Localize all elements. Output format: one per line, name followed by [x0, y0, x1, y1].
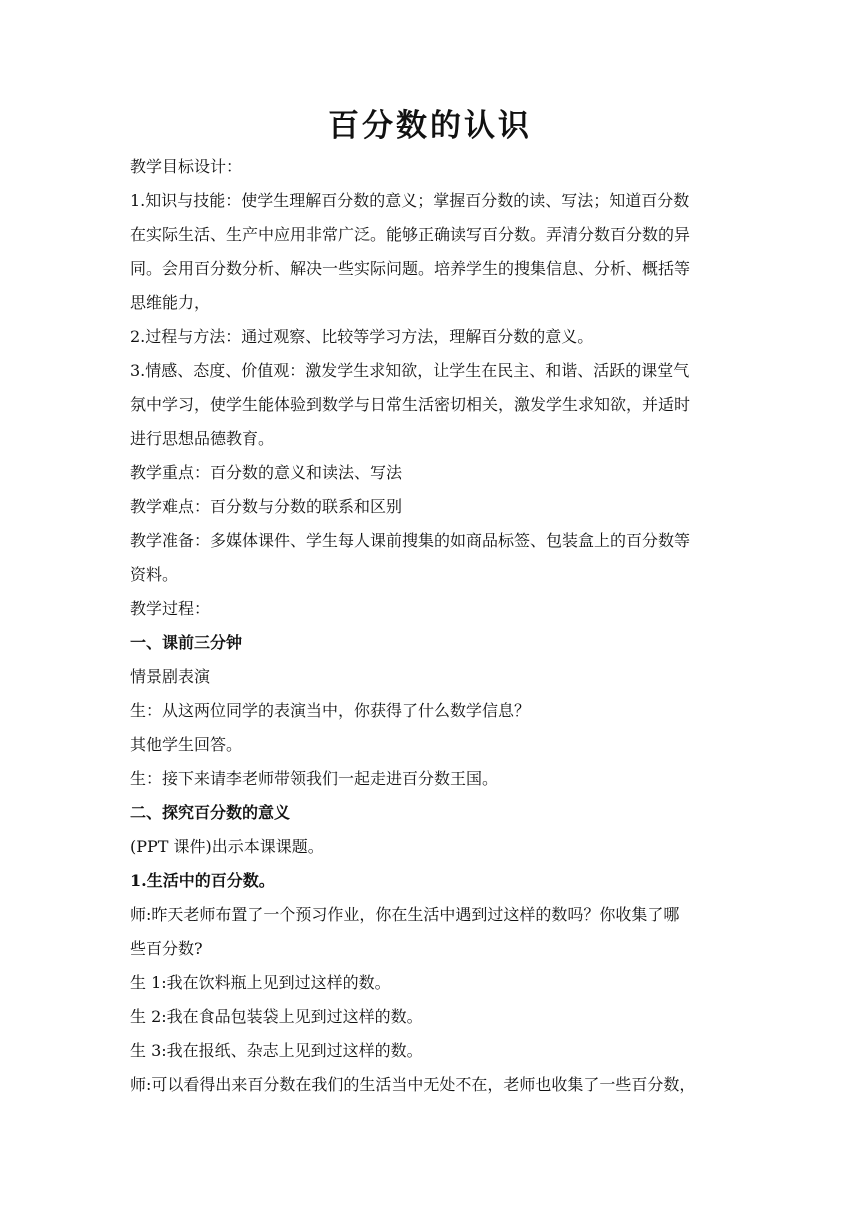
document-title: 百分数的认识 — [328, 108, 532, 144]
document-body — [130, 150, 730, 1102]
paragraph-line: 在实际生活、生产中应用非常广泛。能够正确读写百分数。弄清分数百分数的异 — [130, 225, 691, 244]
paragraph-line: 3.情感、态度、价值观：激发学生求知欲，让学生在民主、和谐、活跃的课堂气 — [130, 361, 690, 380]
paragraph-line: 师:昨天老师布置了一个预习作业，你在生活中遇到过这样的数吗？你收集了哪 — [130, 905, 680, 924]
paragraph-line: 教学准备：多媒体课件、学生每人课前搜集的如商品标签、包装盒上的百分数等 — [130, 531, 691, 550]
section-heading: 一、课前三分钟 — [130, 633, 243, 652]
section-heading: 1.生活中的百分数。 — [130, 871, 275, 890]
paragraph-line: 氛中学习，使学生能体验到数学与日常生活密切相关，激发学生求知欲，并适时 — [130, 395, 691, 414]
paragraph-line: 生 1:我在饮料瓶上见到过这样的数。 — [130, 973, 391, 992]
paragraph-line: 资料。 — [130, 565, 179, 584]
paragraph-line: 生 2:我在食品包装袋上见到过这样的数。 — [130, 1007, 423, 1026]
paragraph-line: 些百分数? — [130, 939, 203, 958]
paragraph-line: 生 3:我在报纸、杂志上见到过这样的数。 — [130, 1041, 423, 1060]
paragraph-line: 1.知识与技能：使学生理解百分数的意义；掌握百分数的读、写法；知道百分数 — [130, 191, 690, 210]
paragraph-line: 教学过程： — [130, 599, 211, 618]
paragraph-line: 思维能力， — [130, 293, 211, 312]
paragraph-line: 同。会用百分数分析、解决一些实际问题。培养学生的搜集信息、分析、概括等 — [130, 259, 691, 278]
paragraph-line: 教学难点：百分数与分数的联系和区别 — [130, 497, 403, 516]
paragraph-line: 教学重点：百分数的意义和读法、写法 — [130, 463, 403, 482]
paragraph-line: 师:可以看得出来百分数在我们的生活当中无处不在，老师也收集了一些百分数， — [130, 1075, 696, 1094]
paragraph-line: 2.过程与方法：通过观察、比较等学习方法，理解百分数的意义。 — [130, 327, 594, 346]
paragraph-line: 进行思想品德教育。 — [130, 429, 275, 448]
paragraph-line: 其他学生回答。 — [130, 735, 243, 754]
paragraph-line: 生：从这两位同学的表演当中，你获得了什么数学信息？ — [130, 701, 531, 720]
paragraph-line: 生：接下来请李老师带领我们一起走进百分数王国。 — [130, 769, 499, 788]
paragraph-line: 情景剧表演 — [130, 667, 211, 686]
paragraph-line: 教学目标设计： — [130, 157, 243, 176]
section-heading: 二、探究百分数的意义 — [130, 803, 291, 822]
paragraph-line: (PPT 课件)出示本课课题。 — [130, 837, 324, 856]
